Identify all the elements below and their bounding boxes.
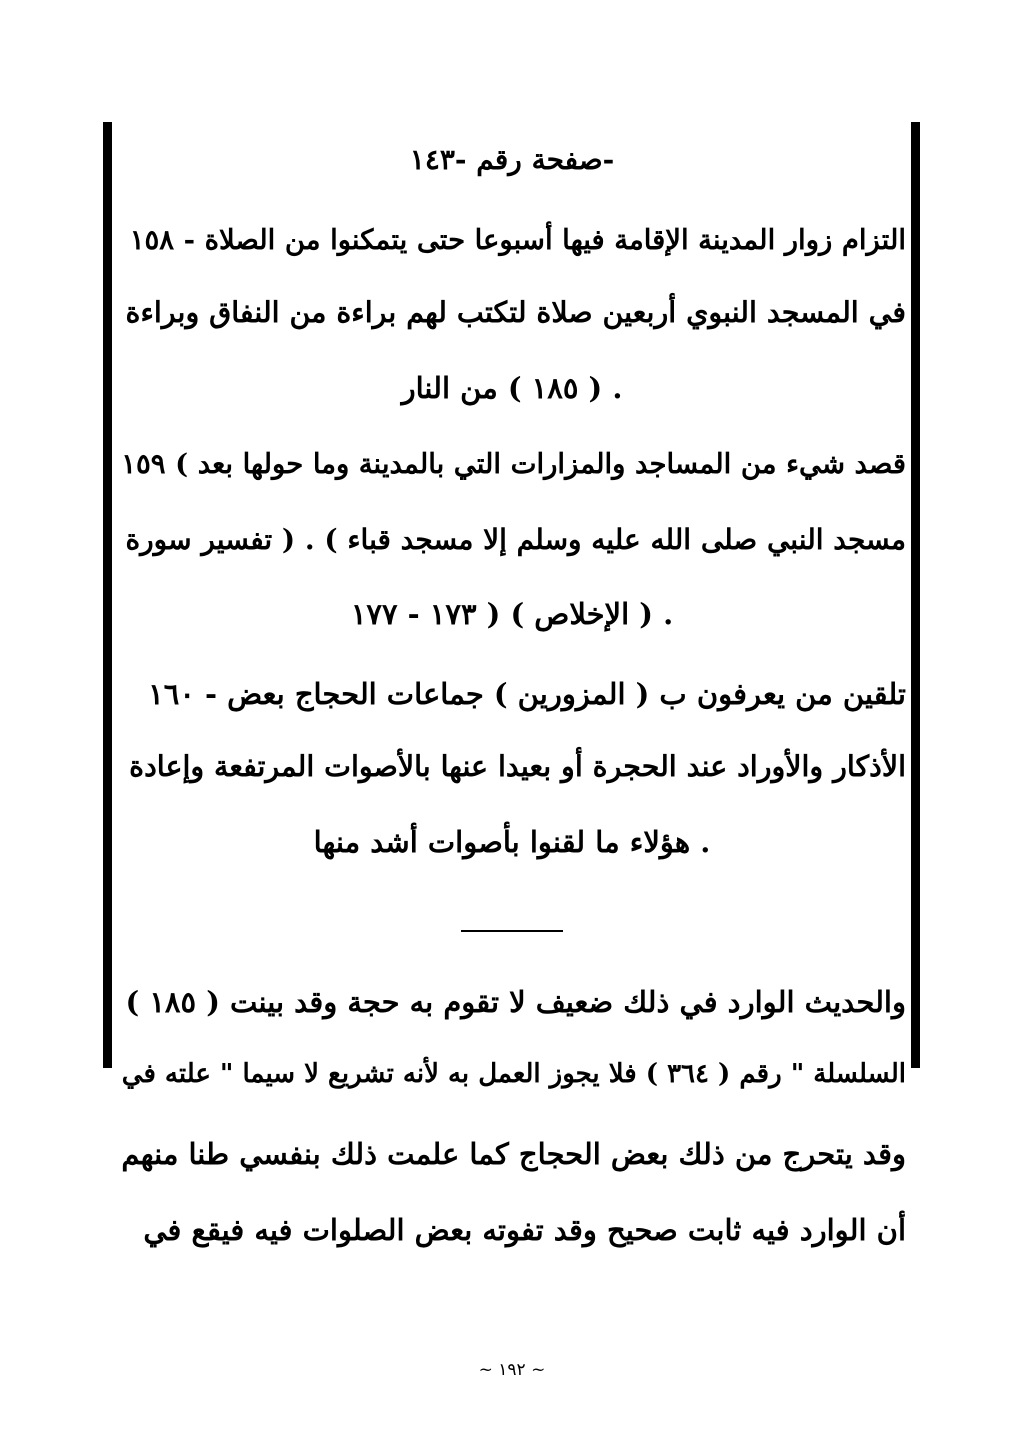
right-border-line — [911, 122, 920, 1068]
text-line-2: في المسجد النبوي أربعين صلاة لتكتب لهم براءة من النفاق وبراءة — [125, 295, 906, 329]
text-line-8: الأذكار والأوراد عند الحجرة أو بعيدا عنها بالأصوات المرتفعة وإعادة — [129, 749, 906, 783]
footnote-line-4: أن الوارد فيه ثابت صحيح وقد تفوته بعض الصلوات فيه فيقع في — [143, 1213, 906, 1247]
text-line-9: . هؤلاء ما لقنوا بأصوات أشد منها — [313, 825, 711, 859]
text-line-1: التزام زوار المدينة الإقامة فيها أسبوعا حتى يتمكنوا من الصلاة - ١٥٨ — [129, 224, 906, 256]
text-line-6: . ( الإخلاص ) ( ١٧٣ - ١٧٧ — [350, 597, 674, 631]
footnote-line-2: السلسلة " رقم ( ٣٦٤ ) فلا يجوز العمل به لأنه تشريع لا سيما " علته في — [121, 1059, 906, 1089]
left-border-line — [103, 122, 112, 1068]
page-heading: -صفحة رقم -١٤٣ — [409, 143, 615, 176]
text-line-4: قصد شيء من المساجد والمزارات التي بالمدينة وما حولها بعد ) ١٥٩ — [121, 448, 906, 480]
footnote-line-1: والحديث الوارد في ذلك ضعيف لا تقوم به حجة وقد بينت ( ١٨٥ ) — [125, 985, 906, 1019]
page-number: ~ ١٩٢ ~ — [478, 1360, 546, 1380]
footnote-line-3: وقد يتحرج من ذلك بعض الحجاج كما علمت ذلك بنفسي طنا منهم — [121, 1137, 906, 1171]
footnote-separator — [461, 930, 563, 932]
text-line-5: مسجد النبي صلى الله عليه وسلم إلا مسجد قباء ) . ( تفسير سورة — [125, 523, 906, 556]
text-line-3: . ( ١٨٥ ) من النار — [401, 371, 623, 405]
text-line-7: تلقين من يعرفون ب ( المزورين ) جماعات الحجاج بعض - ١٦٠ — [148, 677, 906, 711]
